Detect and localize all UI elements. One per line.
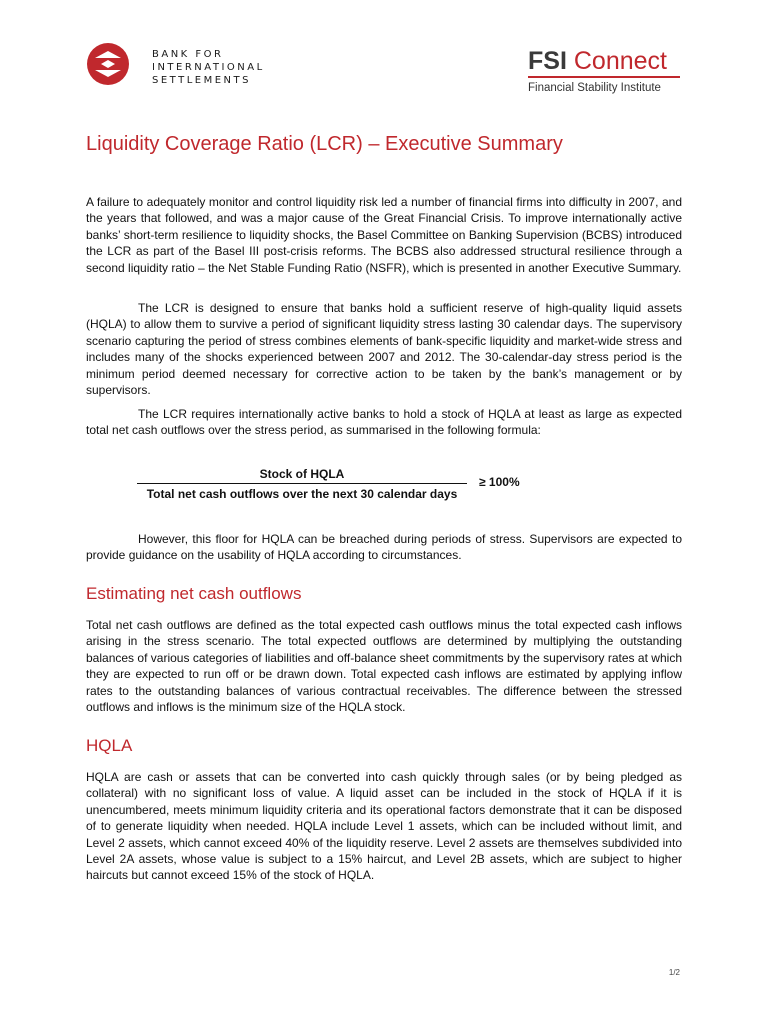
fsi-connect-logo	[528, 48, 680, 94]
bis-name-line-2: INTERNATIONAL	[152, 62, 265, 73]
bis-name	[152, 48, 265, 87]
after-formula-paragraph: However, this floor for HQLA can be breached during periods of stress. Supervisors are expected to provide guidance on the usability of HQLA according to circumstances.	[86, 532, 682, 563]
fsi-title-part2: Connect	[573, 47, 667, 75]
fsi-title	[528, 48, 680, 74]
fsi-subtitle: Financial Stability Institute	[528, 82, 661, 94]
bis-name-line-3: SETTLEMENTS	[152, 75, 251, 86]
section-heading-hqla: HQLA	[86, 736, 133, 755]
page-number: 1/2	[668, 968, 680, 977]
document-title: Liquidity Coverage Ratio (LCR) – Executive Summary	[86, 133, 563, 155]
formula-numerator: Stock of HQLA	[259, 467, 345, 481]
formula-inequality: ≥ 100%	[479, 475, 520, 489]
bis-logo	[86, 42, 130, 86]
formula-denominator: Total net cash outflows over the next 30 calendar days	[146, 487, 458, 501]
fraction-line	[137, 483, 467, 484]
section-heading-net-cash-outflows: Estimating net cash outflows	[86, 584, 302, 603]
fsi-divider	[528, 76, 680, 78]
intro-paragraph-2: The LCR is designed to ensure that banks hold a sufficient reserve of high-quality liquid assets (HQLA) to allow them to survive a period of significant liquidity stress lasting 30 calendar days. The supervisory scenario capturing the period of stress combines elements of bank-specific liquidity and market-wide stress and includes many of the shocks experienced between 2007 and 2012. The 30-calendar-day stress period is the minimum period deemed necessary for corrective action to be taken by the bank’s management or by supervisors.	[86, 301, 682, 398]
intro-paragraph-1: A failure to adequately monitor and control liquidity risk led a number of financial firms into difficulty in 2007, and the years that followed, and was a major cause of the Great Financial Crisis. To improve internationally active banks’ short-term resilience to liquidity shocks, the Basel Committee on Banking Supervision (BCBS) introduced the LCR as part of the Basel III post-crisis reforms. The BCBS also addressed structural resilience through a second liquidity ratio – the Net Stable Funding Ratio (NSFR), which is presented in another Executive Summary.	[86, 195, 682, 275]
section-body-net-cash-outflows: Total net cash outflows are defined as the total expected cash outflows minus the total expected cash inflows arising in the stress scenario. The total expected outflows are determined by multiplying the outstanding balances of various categories of liabilities and off-balance sheet commitments by the supervisory rates at which they are expected to run off or be drawn down. Total expected cash inflows are estimated by applying inflow rates to the outstanding balances of various contractual receivables. The difference between the stressed outflows and inflows is the minimum size of the HQLA stock.	[86, 618, 682, 715]
bis-name-line-1: BANK FOR	[152, 49, 224, 60]
section-body-hqla: HQLA are cash or assets that can be converted into cash quickly through sales (or by being pledged as collateral) with no significant loss of value. A liquid asset can be included in the stock of HQLA if it is unencumbered, meets minimum liquidity criteria and its operational factors demonstrate that it can be disposed of to generate liquidity when needed. HQLA include Level 1 assets, which can be included without limit, and Level 2 assets, which cannot exceed 40% of the liquidity reserve. Level 2 assets are themselves subdivided into Level 2A assets, whose value is subject to a 15% haircut, and Level 2B assets, which are subject to higher haircuts but cannot exceed 15% of the stock of HQLA.	[86, 770, 682, 883]
lcr-formula	[137, 466, 537, 502]
intro-paragraph-3: The LCR requires internationally active banks to hold a stock of HQLA at least as large as expected total net cash outflows over the stress period, as summarised in the following formula:	[86, 407, 682, 438]
fsi-title-part1: FSI	[528, 47, 567, 75]
